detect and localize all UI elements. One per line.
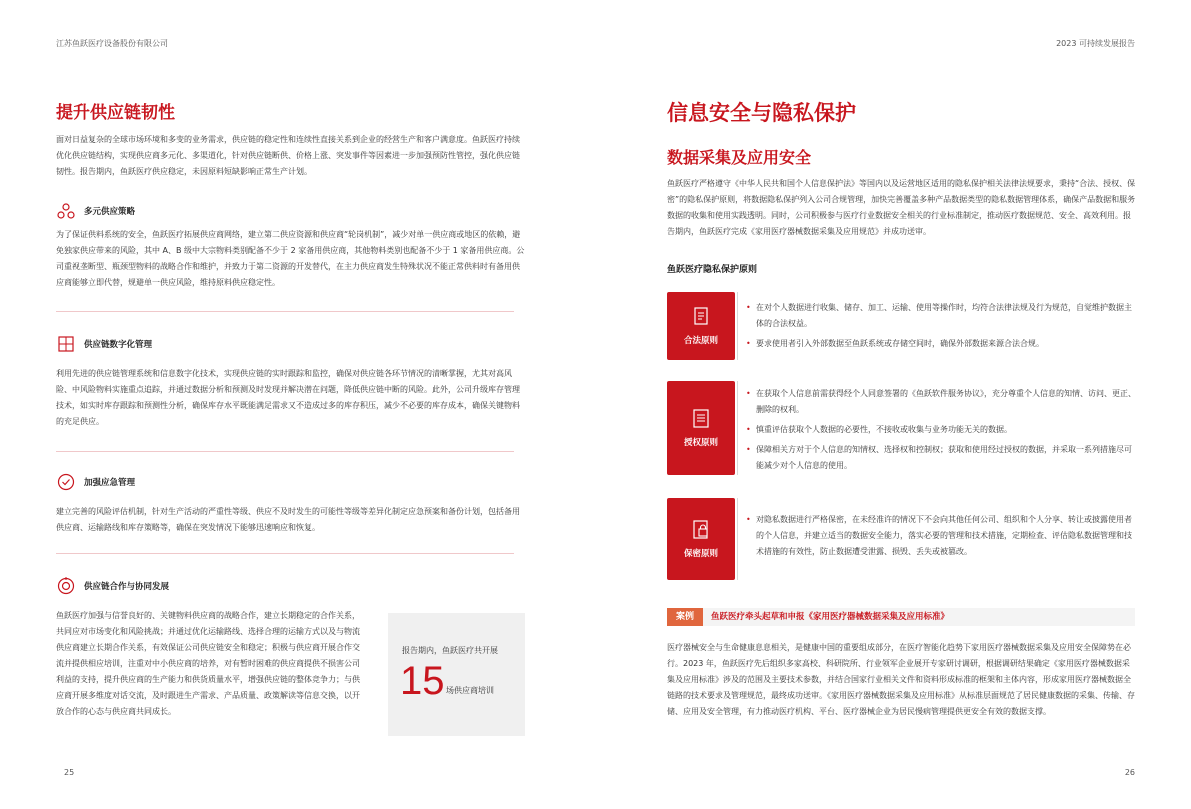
section-text: 为了保证供料系统的安全，鱼跃医疗拓展供应商网络，建立第二供应资源和供应商“轮岗机制”，减少对单一供应商或地区的依赖，避免独家供应带来的风险，其中 A、B 级中大宗物料类别配备不少于 2 家备用供应商，其他物料类别也配备不少于 1 家备用供应商。公司重视垄断型、瓶颈型物料的战略合作和维护，并致力于第二资源的开发替代，在主力供应商发生特殊状况不能正常供料时有备用供应商能够立即代替，规避单一供应风险，维持原料供应稳定性。	[56, 230, 525, 287]
report-title: 2023 可持续发展报告	[1056, 39, 1135, 48]
principle-card-authorization	[667, 381, 735, 475]
right-intro: 鱼跃医疗严格遵守《中华人民共和国个人信息保护法》等国内以及运营地区适用的隐私保护相关法律法规要求，秉持“合法、授权、保密”的隐私保护原则，将数据隐私保护列入公司合规管理，加快完善覆盖多种产品数据类型的隐私数据管理体系，确保产品数据和服务数据的收集和使用实践透明。同时，公司积极参与医疗行业数据安全相关的行业标准制定，推动医疗数据规范、安全、高效利用。报告期内，鱼跃医疗完成《家用医疗器械数据采集及应用规范》并成功送审。	[667, 179, 1136, 236]
divider	[56, 553, 514, 554]
section-emergency	[56, 472, 135, 492]
section-diversified-supply	[56, 201, 135, 221]
page-number-right: 26	[1124, 768, 1135, 777]
divider	[737, 498, 738, 580]
principle-card-legal	[667, 292, 735, 360]
principle-label: 授权原则	[683, 438, 718, 448]
divider	[56, 311, 514, 312]
bullet-item: • 慎重评估获取个人数据的必要性，不接收或收集与业务功能无关的数据。	[746, 422, 1138, 438]
document-scale-icon	[690, 306, 712, 328]
principles-title: 鱼跃医疗隐私保护原则	[667, 265, 758, 275]
section-title: 加强应急管理	[84, 478, 136, 488]
principle-label: 保密原则	[683, 549, 718, 559]
section-text: 建立完善的风险评估机制，针对生产活动的严重性等级、供应不及时发生的可能性等级等差异化制定应急预案和备份计划，包括备用供应商、运输路线和库存策略等，确保在突发情况下能够迅速响应和恢复。	[56, 507, 520, 532]
section-collaboration	[56, 576, 169, 596]
principle-bullets	[746, 300, 1138, 352]
principle-card-confidential	[667, 498, 735, 580]
case-tag: 案例	[667, 608, 703, 626]
section-title: 多元供应策略	[84, 207, 136, 217]
bullet-item: • 在对个人数据进行收集、储存、加工、运输、使用等操作时，均符合法律法规及行为规范，自觉维护数据主体的合法权益。	[746, 300, 1138, 332]
stat-suffix: 场供应商培训	[446, 686, 494, 695]
divider	[737, 292, 738, 360]
bullet-item: • 要求使用者引入外部数据至鱼跃系统或存储空间时，确保外部数据来源合法合规。	[746, 336, 1138, 352]
left-intro: 面对日益复杂的全球市场环境和多变的业务需求，供应链的稳定性和连续性直接关系到企业的经营生产和客户满意度。鱼跃医疗持续优化供应链结构，实现供应商多元化、多渠道化，针对供应链断供、价格上涨、突发事件等因素进一步加强预防性管控，强化供应链韧性。报告期内，鱼跃医疗供应稳定，未因原料短缺影响正常生产计划。	[56, 135, 520, 176]
case-text: 医疗器械安全与生命健康息息相关，是健康中国的重要组成部分，在医疗智能化趋势下家用医疗器械数据采集及应用安全保障势在必行。2023 年，鱼跃医疗先后组织多家高校、科研院所、行业领军企业展开专家研讨调研，根据调研结果确定《家用医疗器械数据采集及应用标准》涉及的范围及主要技术参数，并结合国家行业相关文件和资料形成标准的框架和主体内容，形成家用医疗器械数据全链路的技术要求及管理规范，最终成功送审。《家用医疗器械数据采集及应用标准》从标准层面规范了居民健康数据的采集、传输、存储、应用及安全管理，有力推动医疗机构、平台、医疗器械企业为居民慢病管理提供更安全有效的数据支撑。	[667, 643, 1135, 716]
company-name: 江苏鱼跃医疗设备股份有限公司	[56, 39, 168, 48]
case-title: 鱼跃医疗牵头起草和申报《家用医疗器械数据采集及应用标准》	[711, 612, 950, 622]
divider	[56, 451, 514, 452]
section-text: 利用先进的供应链管理系统和信息数字化技术，实现供应链的实时跟踪和监控，确保对供应链各环节情况的清晰掌握，尤其对高风险、中风险物料实施重点追踪，并通过数据分析和预测及时发现并解决潜在问题，降低供应链中断的风险。此外，公司升级库存管理技术，如实时库存跟踪和预测性分析，确保库存水平既能满足需求又不造成过多的库存积压，减少不必要的库存成本，确保关键物料的充足供应。	[56, 369, 520, 426]
page-number-left: 25	[64, 768, 75, 777]
section-text: 鱼跃医疗加强与信誉良好的、关键物料供应商的战略合作，建立长期稳定的合作关系，共同应对市场变化和风险挑战；并通过优化运输路线、选择合理的运输方式以及与物流供应商建立长期合作关系，有效保证公司供应链安全和稳定；积极与供应商开展合作交流并提供相应培训，注重对中小供应商的培养，对有暂时困难的供应商提供不损害公司利益的支持，提升供应商的生产能力和供货质量水平，增强供应链的整体竞争力；与供应商开展多维度对话交流，及时跟进生产需求、产品质量、政策解读等信息交换，以开放合作的心态与供应商共同成长。	[56, 611, 360, 716]
left-page-title: 提升供应链韧性	[56, 103, 175, 123]
principle-bullets	[746, 386, 1138, 474]
diversified-supply-icon	[56, 201, 76, 221]
confidential-icon	[690, 519, 712, 541]
right-subtitle: 数据采集及应用安全	[667, 148, 812, 167]
stat-prefix: 报告期内，鱼跃医疗共开展	[402, 646, 498, 655]
principle-label: 合法原则	[683, 336, 718, 346]
case-bar	[667, 608, 1135, 626]
right-page-title: 信息安全与隐私保护	[667, 101, 856, 125]
collaboration-icon	[56, 576, 76, 596]
section-digital-chain	[56, 334, 152, 354]
stat-box	[388, 613, 525, 736]
emergency-management-icon	[56, 472, 76, 492]
authorization-icon	[690, 408, 712, 430]
bullet-item: • 对隐私数据进行严格保密，在未经准许的情况下不会向其他任何公司、组织和个人分享、转让或披露使用者的个人信息，并建立适当的数据安全能力，落实必要的管理和技术措施，定期检查、评估隐私数据管理和技术措施的有效性，防止数据遭受泄露、损毁、丢失或被篡改。	[746, 512, 1138, 560]
section-title: 供应链合作与协同发展	[84, 582, 170, 592]
divider	[737, 381, 738, 475]
section-title: 供应链数字化管理	[84, 340, 153, 350]
stat-value: 15	[400, 659, 445, 703]
bullet-item: • 在获取个人信息前需获得经个人同意签署的《鱼跃软件服务协议》，充分尊重个人信息的知情、访问、更正、删除的权利。	[746, 386, 1138, 418]
principle-bullets	[746, 512, 1138, 560]
bullet-item: • 保障相关方对于个人信息的知情权、选择权和控制权；获取和使用经过授权的数据，并采取一系列措施尽可能减少对个人信息的使用。	[746, 442, 1138, 474]
digital-chain-icon	[56, 334, 76, 354]
